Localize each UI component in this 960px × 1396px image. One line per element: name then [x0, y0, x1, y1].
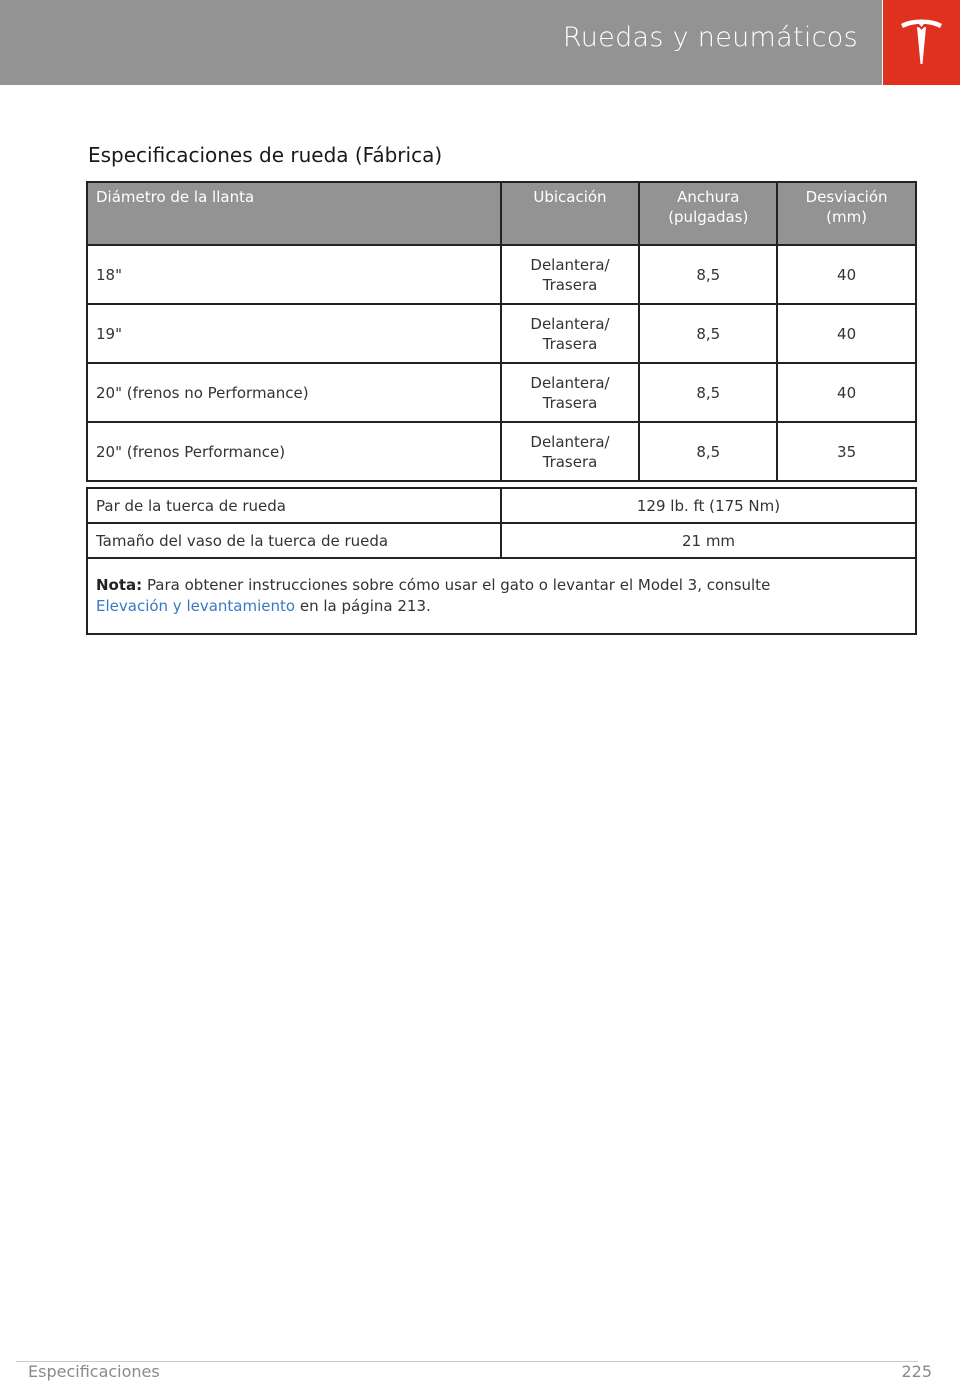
table-cell: Delantera/ Trasera	[501, 245, 640, 304]
page-number: 225	[901, 1362, 932, 1381]
table-cell: Delantera/ Trasera	[501, 422, 640, 481]
table-cell: Delantera/ Trasera	[501, 304, 640, 363]
column-header: Desviación (mm)	[777, 182, 916, 245]
table-header-row	[87, 182, 916, 245]
table-row	[87, 363, 916, 422]
column-header: Diámetro de la llanta	[87, 182, 501, 245]
footer-section-name: Especificaciones	[28, 1362, 160, 1381]
table-cell: Tamaño del vaso de la tuerca de rueda	[87, 523, 501, 558]
table-row	[87, 488, 916, 523]
table-cell: 40	[777, 363, 916, 422]
lug-nut-table	[86, 487, 917, 635]
table-cell: 8,5	[639, 304, 777, 363]
note-label: Nota:	[96, 576, 143, 594]
column-header: Ubicación	[501, 182, 640, 245]
tesla-logo-icon	[899, 16, 944, 66]
lift-jack-link[interactable]: Elevación y levantamiento	[96, 597, 296, 615]
note-text: Para obtener instrucciones sobre cómo usar el gato o levantar el Model 3, consulte	[146, 576, 771, 594]
note-cell	[87, 558, 916, 634]
header-bar	[0, 0, 882, 85]
table-row	[87, 304, 916, 363]
table-cell: 35	[777, 422, 916, 481]
note-row	[87, 558, 916, 634]
table-cell: 8,5	[639, 245, 777, 304]
table-cell: 19"	[87, 304, 501, 363]
table-cell: 8,5	[639, 422, 777, 481]
table-cell: 129 lb. ft (175 Nm)	[501, 488, 916, 523]
page-header-title: Ruedas y neumáticos	[562, 22, 858, 53]
column-header: Anchura (pulgadas)	[639, 182, 777, 245]
table-row	[87, 422, 916, 481]
table-cell: 8,5	[639, 363, 777, 422]
table-cell: 18"	[87, 245, 501, 304]
table-cell: 20" (frenos Performance)	[87, 422, 501, 481]
table-row	[87, 245, 916, 304]
logo-box	[883, 0, 960, 85]
table-cell: 21 mm	[501, 523, 916, 558]
table-cell: Delantera/ Trasera	[501, 363, 640, 422]
table-cell: Par de la tuerca de rueda	[87, 488, 501, 523]
note-text-after: en la página 213.	[299, 597, 431, 615]
table-cell: 40	[777, 304, 916, 363]
table-row	[87, 523, 916, 558]
table-cell: 20" (frenos no Performance)	[87, 363, 501, 422]
section-title: Especificaciones de rueda (Fábrica)	[88, 143, 443, 167]
wheel-spec-table	[86, 181, 917, 482]
table-cell: 40	[777, 245, 916, 304]
